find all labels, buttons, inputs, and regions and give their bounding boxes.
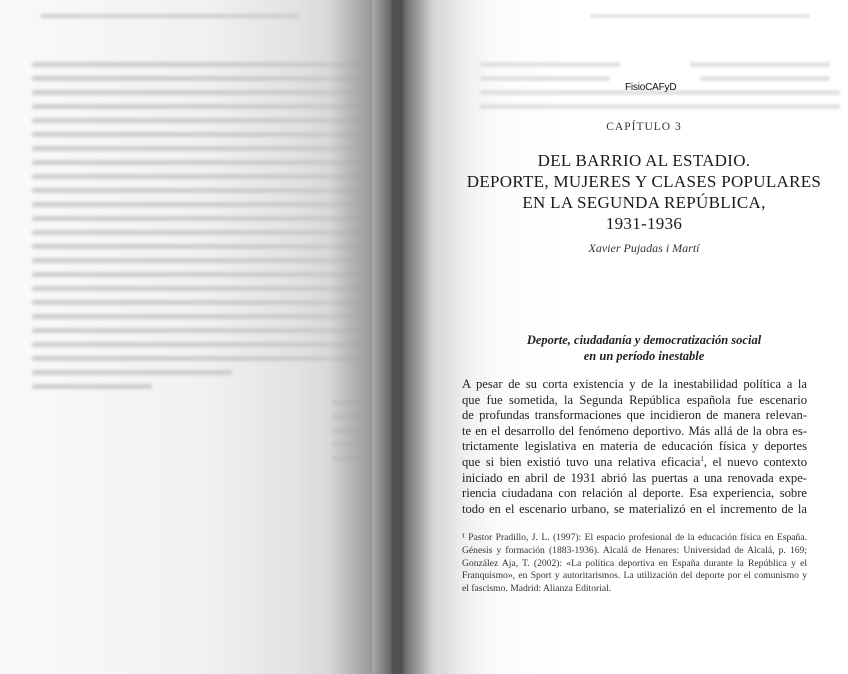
left-page-text-line [32, 90, 362, 95]
body-line: de profundas transformaciones que incidieron de manera relevan- [462, 408, 807, 423]
left-page-text-line [32, 76, 362, 81]
right-page-bleed-line [690, 62, 830, 67]
left-page-text-line [32, 272, 362, 277]
footnote-line: Franquismo», en Sport y autoritarismos. La utilización del deporte por el comunismo y [462, 570, 807, 582]
right-page-bleed-line [480, 62, 620, 67]
body-line-text: , el nuevo contexto [703, 454, 807, 469]
body-line: riencia ciudadana con relación al deporte. Esa experiencia, sobre [462, 486, 807, 501]
left-page-text-line [32, 286, 362, 291]
right-page-bleed-line [480, 76, 610, 81]
body-line-text: que si bien existió tuvo una relativa eficacia [462, 454, 701, 469]
left-page [0, 0, 372, 674]
left-page-text-line [32, 104, 362, 109]
left-page-text-line [32, 230, 362, 235]
chapter-author: Xavier Pujadas i Martí [588, 241, 700, 255]
chapter-title-line: EN LA SEGUNDA REPÚBLICA, [522, 193, 766, 212]
left-page-text-line [32, 62, 362, 67]
body-line-with-footnote [462, 455, 807, 471]
footnote-marker: 1 [700, 454, 704, 463]
body-line: te en el desarrollo del fenómeno deportivo. Más allá de la obra es- [462, 423, 807, 438]
section-heading-line: en un período inestable [583, 349, 705, 363]
left-page-text-line [32, 258, 362, 263]
body-line: A pesar de su corta existencia y de la inestabilidad política a la [462, 377, 807, 391]
left-page-text-line [32, 160, 362, 165]
left-page-text-line [32, 328, 362, 333]
section-heading-line: Deporte, ciudadanía y democratización social [526, 333, 762, 347]
body-line: que fue sometida, la Segunda República española fue escenario [462, 392, 807, 407]
left-page-text-line [32, 342, 362, 347]
left-page-text-line [32, 146, 362, 151]
footnote-line: ¹ Pastor Pradillo, J. L. (1997): El espacio profesional de la educación física en España. [462, 532, 807, 543]
section-heading [440, 332, 848, 364]
footnote [462, 532, 807, 596]
right-page-bleed-line [590, 14, 810, 18]
body-line: todo en el escenario urbano, se materializó en el incremento de la [462, 501, 807, 516]
left-page-text-line [32, 314, 362, 319]
body-line: iniciado en abril de 1931 abrió las puertas a una renovada expe- [462, 470, 807, 485]
right-page-bleed-line [700, 76, 830, 81]
gutter-streak [400, 0, 403, 674]
chapter-title-line: DEPORTE, MUJERES Y CLASES POPULARES [466, 172, 822, 191]
chapter-title-line: 1931-1936 [605, 214, 683, 233]
chapter-title [440, 150, 848, 234]
left-page-text-line [32, 300, 362, 305]
left-page-text-line [32, 118, 362, 123]
footnote-line: Génesis y formación (1883-1936). Alcalá de Henares: Universidad de Alcalá, p. 169; [462, 544, 807, 556]
left-page-text-line [32, 202, 362, 207]
left-page-text-line [32, 188, 362, 193]
gutter-streak [392, 0, 395, 674]
body-line: trictamente legislativa en materia de educación física y deportes [462, 439, 807, 454]
left-page-text-line [32, 132, 362, 137]
chapter-label: CAPÍTULO 3 [606, 121, 682, 133]
footnote-line: el fascismo. Madrid: Alianza Editorial. [462, 583, 612, 595]
left-page-text-line [32, 370, 232, 375]
left-page-text-line [32, 356, 362, 361]
watermark: FisioCAFyD [625, 82, 677, 93]
right-page-bleed-line [480, 104, 840, 109]
left-page-running-head [40, 14, 300, 18]
left-page-text-line [32, 244, 362, 249]
chapter-title-line: DEL BARRIO AL ESTADIO. [537, 151, 751, 170]
body-paragraph [462, 377, 807, 517]
left-page-text-line [32, 216, 362, 221]
footnote-line: González Aja, T. (2002): «La política deportiva en España durante la República y el [462, 557, 807, 569]
left-page-text-line [32, 174, 362, 179]
left-page-text-line [32, 384, 152, 389]
